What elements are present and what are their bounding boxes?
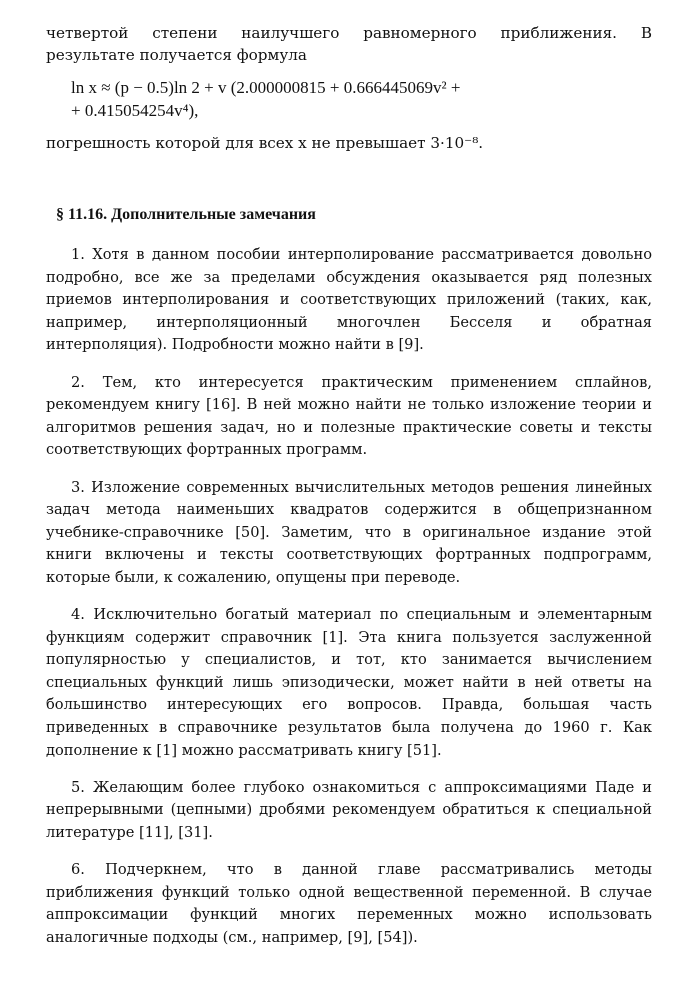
intro-word: В xyxy=(640,24,652,42)
intro-word: четвертой xyxy=(46,24,129,42)
remark-paragraph-1: 1. Хотя в данном пособии интерполирование рассматривается довольно подробно, все же за пределами обсуждения оказывается ряд полезных приемов интерполирования и соответствующих приложений (таких, как, например, интерполяционный многочлен Бесселя и обратная интерполяция). Подробности можно найти в [9]. xyxy=(46,246,652,354)
formula-line-1: ln x ≈ (p − 0.5)ln 2 + v (2.000000815 + 0.666445069v² + xyxy=(71,78,461,97)
section-heading: § 11.16. Дополнительные замечания xyxy=(56,206,316,223)
intro-line-2: результате получается формула xyxy=(46,46,307,64)
intro-word: наилучшего xyxy=(241,24,340,42)
intro-word: степени xyxy=(152,24,218,42)
remark-paragraph-4: 4. Исключительно богатый материал по специальным и элементарным функциям содержит справочник [1]. Эта книга пользуется заслуженной популярностью у специалистов, и тот, кто занимается вычислением специальных функций лишь эпизодически, может найти в ней ответы на большинство интересующих его вопросов. Правда, большая часть приведенных в справочнике результатов была получена до 1960 г. Как дополнение к [1] можно рассматривать книгу [51]. xyxy=(46,606,652,759)
intro-word: равномерного xyxy=(363,24,477,42)
formula-block xyxy=(46,76,652,122)
intro-line-1 xyxy=(46,22,652,44)
intro-word: приближения. xyxy=(500,24,618,42)
remark-paragraph-5: 5. Желающим более глубоко ознакомиться с аппроксимациями Паде и непрерывными (цепными) дробями рекомендуем обратиться к специальной литературе [11], [31]. xyxy=(46,778,652,842)
remark-paragraph-2: 2. Тем, кто интересуется практическим применением сплайнов, рекомендуем книгу [16]. В ней можно найти не только изложение теории и алгоритмов решения задач, но и полезные практические советы и тексты соответствующих фортранных программ. xyxy=(46,373,652,459)
formula-line-2: + 0.415054254v⁴), xyxy=(71,101,199,120)
remark-paragraph-6: 6. Подчеркнем, что в данной главе рассматривались методы приближения функций только одной вещественной переменной. В случае аппроксимации функций многих переменных можно использовать аналогичные подходы (см., например, [9], [54]). xyxy=(46,861,652,946)
remark-paragraph-3: 3. Изложение современных вычислительных методов решения линейных задач метода наименьших квадратов содержится в общепризнанном учебнике-справочнике [50]. Заметим, что в оригинальное издание этой книги включены и тексты соответствующих фортранных подпрограмм, которые были, к сожалению, опущены при переводе. xyxy=(46,478,652,586)
document-page xyxy=(46,22,652,964)
error-bound-text: погрешность которой для всех x не превышает 3·10⁻⁸. xyxy=(46,134,484,152)
